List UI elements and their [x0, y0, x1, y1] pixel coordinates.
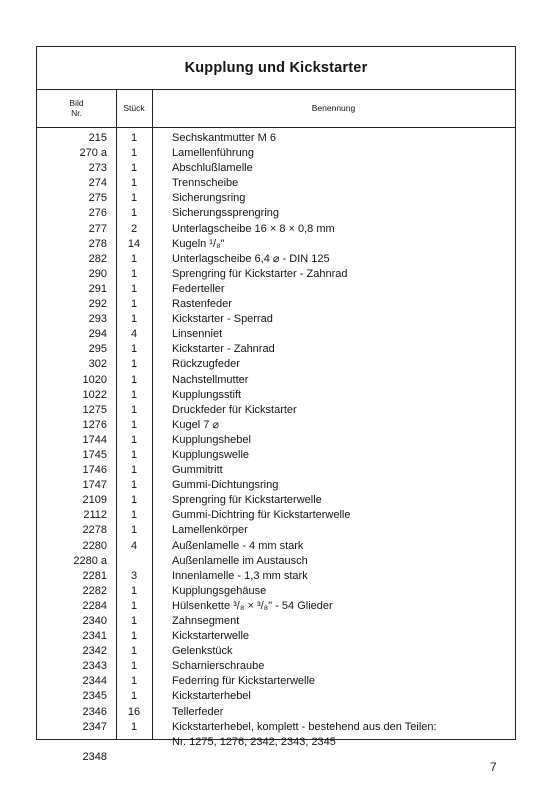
- cell-bild-nr: 215: [88, 132, 107, 144]
- cell-stueck: 1: [130, 343, 138, 356]
- cell-bild-nr: 1275: [82, 403, 107, 416]
- table-row: [37, 176, 515, 191]
- cell-benennung: Kickstarter - Sperrad: [172, 313, 273, 326]
- table-row: [37, 327, 515, 342]
- cell-bild-nr: 278: [88, 237, 107, 250]
- cell-stueck: 1: [130, 282, 138, 295]
- cell-bild-nr: 293: [88, 313, 107, 326]
- cell-stueck: 1: [130, 448, 138, 461]
- cell-benennung: Abschlußlamelle: [172, 162, 253, 175]
- cell-benennung: Innenlamelle - 1,3 mm stark: [172, 569, 308, 582]
- table-row: [37, 659, 515, 674]
- cell-benennung: Rückzugfeder: [172, 358, 240, 371]
- cell-bild-nr: 2282: [82, 584, 107, 597]
- cell-stueck: 1: [130, 132, 138, 144]
- table-row: [37, 599, 515, 614]
- cell-benennung: Kugeln ¹/₈": [172, 237, 225, 250]
- cell-benennung: Kupplungshebel: [172, 433, 251, 446]
- cell-benennung: Scharnierschraube: [172, 660, 265, 673]
- cell-bild-nr: 295: [88, 343, 107, 356]
- table-row: [37, 388, 515, 403]
- cell-benennung: Nr. 1275, 1276, 2342, 2343, 2345: [172, 735, 336, 748]
- table-row: [37, 674, 515, 689]
- cell-bild-nr: 290: [88, 267, 107, 280]
- table-row: [37, 206, 515, 221]
- cell-bild-nr: 2109: [82, 494, 107, 507]
- table-header: [37, 89, 515, 128]
- cell-stueck: 1: [130, 645, 138, 658]
- cell-benennung: Federring für Kickstarterwelle: [172, 675, 316, 688]
- cell-benennung: Unterlagscheibe 16 × 8 × 0,8 mm: [172, 222, 335, 235]
- cell-bild-nr: 1744: [82, 433, 107, 446]
- cell-stueck: 1: [130, 313, 138, 326]
- cell-bild-nr: 1746: [82, 464, 107, 477]
- table-row: [37, 191, 515, 206]
- table-row: [37, 629, 515, 644]
- cell-bild-nr: 274: [88, 177, 107, 190]
- table-row: [37, 312, 515, 327]
- cell-bild-nr: 2278: [82, 524, 107, 537]
- cell-stueck: 1: [130, 630, 138, 643]
- table-row: [37, 705, 515, 720]
- cell-stueck: 1: [130, 509, 138, 522]
- table-row: [37, 493, 515, 508]
- cell-stueck: 1: [130, 524, 138, 537]
- cell-stueck: 1: [130, 690, 138, 703]
- cell-bild-nr: 282: [88, 252, 107, 265]
- cell-stueck: 1: [130, 192, 138, 205]
- cell-bild-nr: 1745: [82, 448, 107, 461]
- cell-stueck: 1: [130, 599, 138, 612]
- cell-benennung: Gelenkstück: [172, 645, 233, 658]
- cell-stueck: 1: [130, 433, 138, 446]
- cell-bild-nr: 1276: [82, 418, 107, 431]
- cell-bild-nr: 292: [88, 298, 107, 311]
- cell-bild-nr: 2281: [82, 569, 107, 582]
- cell-benennung: Kupplungswelle: [172, 448, 250, 461]
- table-row: [37, 403, 515, 418]
- cell-benennung: Sechskantmutter M 6: [172, 132, 276, 144]
- cell-benennung: Außenlamelle - 4 mm stark: [172, 539, 304, 552]
- table-row: [37, 418, 515, 433]
- cell-bild-nr: 1747: [82, 479, 107, 492]
- cell-benennung: Zahnsegment: [172, 615, 240, 627]
- table-row: [37, 237, 515, 252]
- cell-stueck: 1: [130, 147, 138, 160]
- table-row: [37, 222, 515, 237]
- cell-benennung: Kickstarter - Zahnrad: [172, 343, 275, 356]
- cell-stueck: 1: [130, 162, 138, 175]
- cell-benennung: Hülsenkette ³/₈ × ³/₈" - 54 Glieder: [172, 599, 333, 612]
- cell-stueck: 1: [130, 675, 138, 688]
- cell-bild-nr: 277: [88, 222, 107, 235]
- header-bild: Bild: [69, 98, 84, 108]
- cell-bild-nr: 1020: [82, 373, 107, 386]
- cell-benennung: Sicherungsring: [172, 192, 246, 205]
- header-stueck: Stück: [123, 103, 145, 113]
- cell-bild-nr: 2344: [82, 675, 107, 688]
- cell-bild-nr: 2112: [83, 509, 107, 522]
- cell-stueck: 1: [130, 298, 138, 311]
- table-row: [37, 373, 515, 388]
- table-row: [37, 131, 515, 146]
- cell-bild-nr: 2343: [82, 660, 107, 673]
- table-body: [37, 131, 515, 765]
- table-row: [37, 478, 515, 493]
- table-title: Kupplung und Kickstarter: [37, 47, 515, 90]
- table-row: [37, 689, 515, 704]
- cell-bild-nr: 2340: [82, 615, 107, 627]
- table-row: [37, 282, 515, 297]
- cell-stueck: 1: [130, 615, 138, 627]
- cell-benennung: Lamellenführung: [172, 147, 254, 160]
- table-row: [37, 720, 515, 735]
- cell-stueck: 1: [130, 267, 138, 280]
- table-row: [37, 584, 515, 599]
- cell-benennung: Nachstellmutter: [172, 373, 249, 386]
- cell-benennung: Gummi-Dichtring für Kickstarterwelle: [172, 509, 351, 522]
- table-row: [37, 342, 515, 357]
- cell-benennung: Sprengring für Kickstarterwelle: [172, 494, 322, 507]
- cell-stueck: 3: [130, 569, 138, 582]
- cell-bild-nr: 2345: [82, 690, 107, 703]
- cell-benennung: Lamellenkörper: [172, 524, 248, 537]
- cell-stueck: 1: [130, 464, 138, 477]
- cell-bild-nr: 294: [88, 328, 107, 341]
- table-row: [37, 448, 515, 463]
- cell-stueck: 1: [130, 720, 138, 733]
- cell-benennung: Kickstarterhebel: [172, 690, 251, 703]
- table-row: [37, 267, 515, 282]
- cell-stueck: 2: [130, 222, 138, 235]
- table-row: [37, 508, 515, 523]
- cell-bild-nr: 273: [88, 162, 107, 175]
- cell-stueck: 1: [130, 403, 138, 416]
- table-row: [37, 735, 515, 750]
- table-row: [37, 539, 515, 554]
- header-benennung: Benennung: [311, 103, 356, 113]
- table-row: [37, 523, 515, 538]
- cell-stueck: 1: [130, 252, 138, 265]
- cell-benennung: Unterlagscheibe 6,4 ⌀ - DIN 125: [172, 252, 330, 265]
- cell-bild-nr: 2348: [82, 750, 107, 763]
- cell-benennung: Druckfeder für Kickstarter: [172, 403, 297, 416]
- header-bild-nr: [37, 89, 116, 127]
- cell-bild-nr: 2341: [82, 630, 107, 643]
- cell-stueck: 1: [130, 660, 138, 673]
- table-row: [37, 357, 515, 372]
- cell-bild-nr: 270 a: [79, 147, 107, 160]
- cell-benennung: Außenlamelle im Austausch: [172, 554, 308, 567]
- cell-bild-nr: 2346: [82, 705, 107, 718]
- cell-bild-nr: 1022: [82, 388, 107, 401]
- cell-benennung: Gummitritt: [172, 464, 223, 477]
- page-number: 7: [490, 760, 497, 774]
- table-row: [37, 614, 515, 629]
- table-row: [37, 569, 515, 584]
- cell-benennung: Federteller: [172, 282, 225, 295]
- table-row: [37, 433, 515, 448]
- cell-bild-nr: 275: [88, 192, 107, 205]
- cell-bild-nr: 2342: [82, 645, 107, 658]
- cell-bild-nr: 276: [88, 207, 107, 220]
- cell-stueck: 1: [130, 418, 138, 431]
- table-row: [37, 554, 515, 569]
- cell-stueck: 1: [130, 388, 138, 401]
- table-row: [37, 644, 515, 659]
- cell-benennung: Kickstarterhebel, komplett - bestehend aus den Teilen:: [172, 720, 437, 733]
- cell-bild-nr: 2347: [82, 720, 107, 733]
- cell-benennung: Tellerfeder: [172, 705, 224, 718]
- cell-bild-nr: 2280 a: [73, 554, 107, 567]
- table-row: [37, 750, 515, 765]
- cell-stueck: 1: [130, 358, 138, 371]
- parts-table: [36, 46, 516, 763]
- table-row: [37, 161, 515, 176]
- cell-benennung: Kupplungsstift: [172, 388, 242, 401]
- cell-stueck: 4: [130, 328, 138, 341]
- cell-bild-nr: 2284: [82, 599, 107, 612]
- cell-bild-nr: 2280: [82, 539, 107, 552]
- cell-bild-nr: 291: [88, 282, 107, 295]
- cell-stueck: 16: [127, 705, 141, 718]
- cell-stueck: 1: [130, 207, 138, 220]
- table-row: [37, 297, 515, 312]
- cell-benennung: Linsenniet: [172, 328, 223, 341]
- table-row: [37, 146, 515, 161]
- cell-benennung: Trennscheibe: [172, 177, 239, 190]
- cell-stueck: 1: [130, 584, 138, 597]
- cell-benennung: Gummi-Dichtungsring: [172, 479, 279, 492]
- table-row: [37, 252, 515, 267]
- cell-benennung: Kickstarterwelle: [172, 630, 250, 643]
- cell-benennung: Kugel 7 ⌀: [172, 418, 219, 431]
- cell-stueck: 4: [130, 539, 138, 552]
- cell-benennung: Kupplungsgehäuse: [172, 584, 267, 597]
- cell-stueck: 14: [127, 237, 141, 250]
- cell-benennung: Sprengring für Kickstarter - Zahnrad: [172, 267, 348, 280]
- cell-stueck: 1: [130, 373, 138, 386]
- cell-stueck: 1: [130, 177, 138, 190]
- header-nr: Nr.: [71, 108, 82, 118]
- cell-bild-nr: 302: [88, 358, 107, 371]
- cell-benennung: Rastenfeder: [172, 298, 232, 311]
- cell-benennung: Sicherungssprengring: [172, 207, 280, 220]
- table-row: [37, 463, 515, 478]
- cell-stueck: 1: [130, 479, 138, 492]
- cell-stueck: 1: [130, 494, 138, 507]
